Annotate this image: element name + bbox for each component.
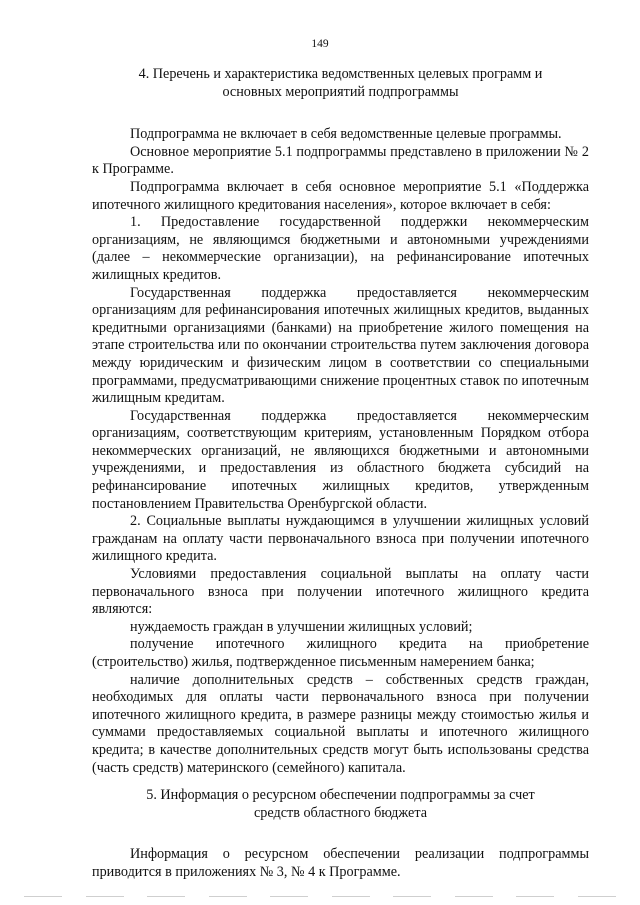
paragraph: Основное мероприятие 5.1 подпрограммы представлено в приложении № 2 к Программе. bbox=[92, 143, 589, 178]
paragraph: наличие дополнительных средств – собственных средств граждан, необходимых для оплаты части первоначального взноса при получении ипотечного жилищного кредита, в размере разницы между стоимостью жилья и суммами предоставляемых социальной выплаты и ипотечного жилищного кредита; в качестве дополнительных средств могут быть использованы средства (часть средств) материнского (семейного) капитала. bbox=[92, 671, 589, 776]
section-4-heading bbox=[92, 66, 589, 101]
paragraph: Подпрограмма не включает в себя ведомственные целевые программы. bbox=[130, 126, 562, 143]
section-4-heading-line-2: основных мероприятий подпрограммы bbox=[222, 83, 459, 100]
scan-mark bbox=[86, 896, 124, 897]
document-body bbox=[92, 66, 589, 882]
paragraph: получение ипотечного жилищного кредита на приобретение (строительство) жилья, подтвержденное письменным намерением банка; bbox=[92, 636, 589, 670]
scan-mark bbox=[270, 896, 308, 897]
section-5-heading-line-2: средств областного бюджета bbox=[254, 804, 427, 821]
scan-mark bbox=[578, 896, 616, 897]
paragraph: 2. Социальные выплаты нуждающимся в улучшении жилищных условий гражданам на оплату части первоначального взноса при получении ипотечного жилищного кредита. bbox=[92, 513, 589, 565]
section-4-heading-line-1: 4. Перечень и характеристика ведомственных целевых программ и bbox=[138, 66, 543, 82]
scan-mark bbox=[393, 896, 431, 897]
scan-mark bbox=[147, 896, 185, 897]
paragraph: Подпрограмма включает в себя основное мероприятие 5.1 «Поддержка ипотечного жилищного кредитования населения», которое включает в себя: bbox=[92, 178, 589, 213]
scan-mark bbox=[332, 896, 370, 897]
scan-footer-marks bbox=[24, 892, 616, 900]
section-5-heading bbox=[92, 787, 589, 822]
paragraph: Условиями предоставления социальной выплаты на оплату части первоначального взноса при получении ипотечного жилищного кредита являются: bbox=[92, 566, 589, 618]
scan-mark bbox=[24, 896, 62, 897]
section-5-heading-line-1: 5. Информация о ресурсном обеспечении подпрограммы за счет bbox=[146, 787, 535, 804]
paragraph: Информация о ресурсном обеспечении реализации подпрограммы приводится в приложениях № 3, № 4 к Программе. bbox=[92, 846, 589, 880]
scan-mark bbox=[209, 896, 247, 897]
page-number: 149 bbox=[311, 38, 329, 50]
paragraph: 1. Предоставление государственной поддержки некоммерческим организациям, не являющимся бюджетными и автономными учреждениями (далее – некоммерческие организации), на рефинансирование ипотечных жилищных кредитов. bbox=[92, 214, 589, 283]
paragraph: нуждаемость граждан в улучшении жилищных условий; bbox=[130, 618, 473, 635]
scan-mark bbox=[516, 896, 554, 897]
paragraph: Государственная поддержка предоставляется некоммерческим организациям для рефинансирования ипотечных жилищных кредитов, выданных кредитными организациями (банками) на приобретение жилого помещения на этапе строительства или по окончании строительства путем заключения договора между юридическим и физическим лицом в соответствии со специальными программами, предусматривающими снижение процентных ставок по ипотечным жилищным кредитам. bbox=[92, 284, 589, 407]
scan-mark bbox=[455, 896, 493, 897]
paragraph: Государственная поддержка предоставляется некоммерческим организациям, соответствующим критериям, установленным Порядком отбора некоммерческих организаций, не являющихся бюджетными и автономными учреждениями, и предоставления из областного бюджета субсидий на рефинансирование ипотечных жилищных кредитов, утвержденным постановлением Правительства Оренбургской области. bbox=[92, 407, 589, 512]
